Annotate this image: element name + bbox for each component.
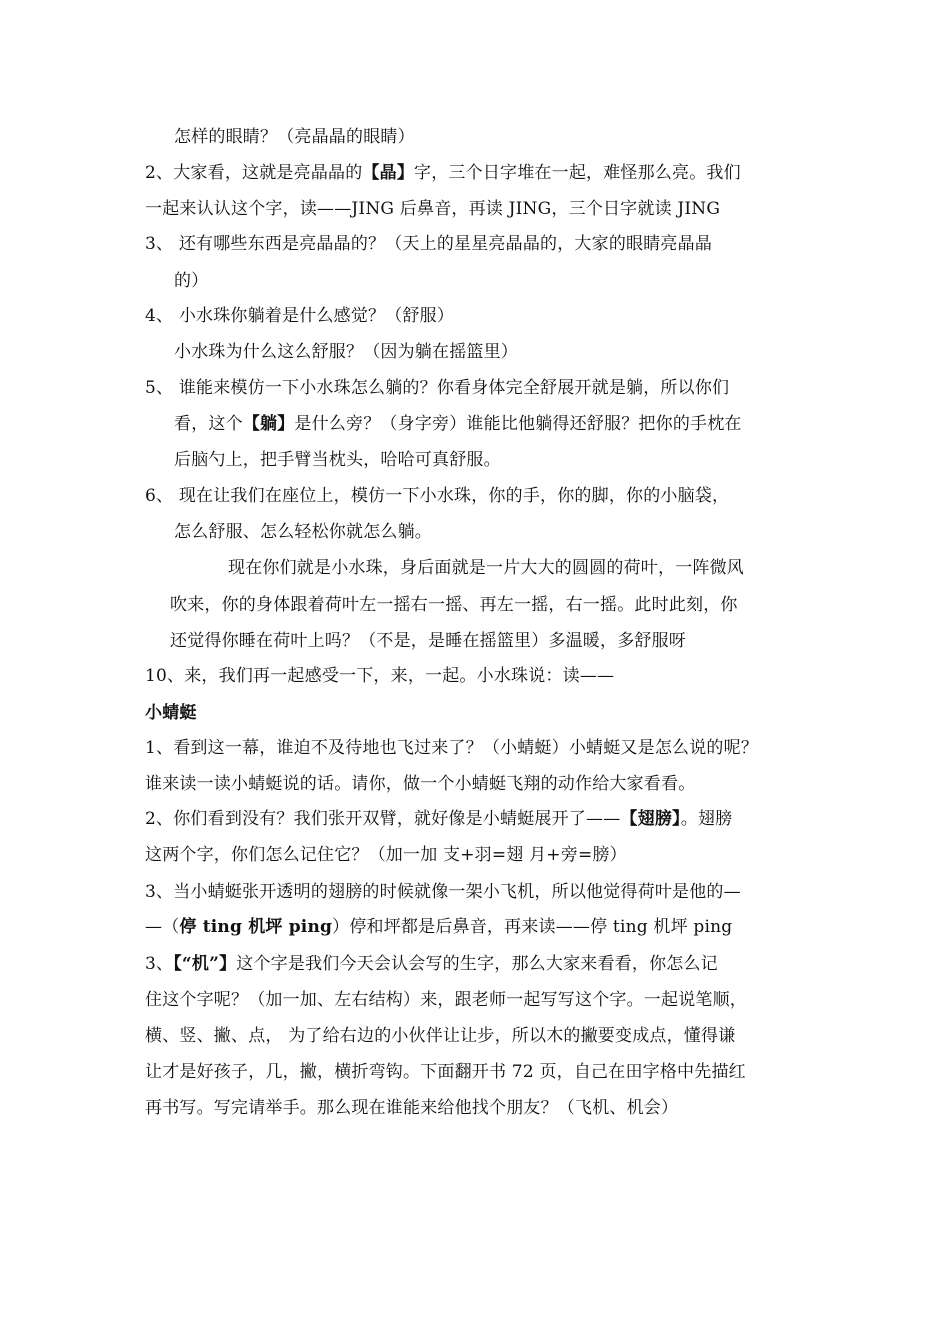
text-line: 5、 谁能来模仿一下小水珠怎么躺的？你看身体完全舒展开就是躺，所以你们 xyxy=(145,378,730,398)
text-line: 吹来，你的身体跟着荷叶左一摇右一摇、再左一摇，右一摇。此时此刻，你 xyxy=(170,595,738,615)
text-line: 3、【“机”】这个字是我们今天会认会写的生字，那么大家来看看，你怎么记 xyxy=(145,954,718,974)
bold-keyword: 停 ting 机坪 ping xyxy=(179,917,333,937)
text-line: —（停 ting 机坪 ping）停和坪都是后鼻音，再来读——停 ting 机坪 ping xyxy=(145,917,733,937)
text-line: 小水珠为什么这么舒服？（因为躺在摇篮里） xyxy=(174,342,518,362)
text-line: 看，这个【躺】是什么旁？（身字旁）谁能比他躺得还舒服？把你的手枕在 xyxy=(174,414,742,434)
text-line: 1、看到这一幕，谁迫不及待地也飞过来了？（小蜻蜓）小蜻蜓又是怎么说的呢？ xyxy=(145,738,759,758)
section-heading: 小蜻蜓 xyxy=(145,703,197,723)
text-line: 还觉得你睡在荷叶上吗？（不是，是睡在摇篮里）多温暖，多舒服呀 xyxy=(170,631,686,651)
text-line: 怎么舒服、怎么轻松你就怎么躺。 xyxy=(174,522,432,542)
text-line: 一起来认认这个字，读——JING 后鼻音，再读 JING，三个日字就读 JING xyxy=(145,199,721,219)
text-line: 再书写。写完请举手。那么现在谁能来给他找个朋友？（飞机、机会） xyxy=(145,1098,679,1118)
text-line: 这两个字，你们怎么记住它？（加一加 支+羽=翅 月+旁=膀） xyxy=(145,845,627,865)
text-line: 10、来，我们再一起感受一下，来，一起。小水珠说：读—— xyxy=(145,666,615,686)
bold-keyword: 【“机”】 xyxy=(173,954,237,974)
text-line: 3、 还有哪些东西是亮晶晶的？（天上的星星亮晶晶的，大家的眼睛亮晶晶 xyxy=(145,234,713,254)
text-line: 让才是好孩子，几，撇，横折弯钩。下面翻开书 72 页，自己在田字格中先描红 xyxy=(145,1062,746,1082)
text-line: 住这个字呢？（加一加、左右结构）来，跟老师一起写写这个字。一起说笔顺， xyxy=(145,990,747,1010)
text-line: 3、当小蜻蜓张开透明的翅膀的时候就像一架小飞机，所以他觉得荷叶是他的— xyxy=(145,882,741,902)
bold-keyword: 【翅膀】 xyxy=(620,809,681,829)
text-line: 6、 现在让我们在座位上，模仿一下小水珠，你的手，你的脚，你的小脑袋， xyxy=(145,486,730,506)
text-line: 怎样的眼睛？（亮晶晶的眼睛） xyxy=(174,127,415,147)
bold-keyword: 【躺】 xyxy=(242,414,295,434)
text-line: 2、大家看，这就是亮晶晶的【晶】字，三个日字堆在一起，难怪那么亮。我们 xyxy=(145,163,741,183)
text-line: 后脑勺上，把手臂当枕头，哈哈可真舒服。 xyxy=(174,450,501,470)
text-line: 的） xyxy=(174,271,209,291)
text-line: 横、竖、撇、点， 为了给右边的小伙伴让让步，所以木的撇要变成点，懂得谦 xyxy=(145,1026,736,1046)
text-line: 谁来读一读小蜻蜓说的话。请你，做一个小蜻蜓飞翔的动作给大家看看。 xyxy=(145,774,696,794)
text-line: 4、 小水珠你躺着是什么感觉？（舒服） xyxy=(145,306,455,326)
bold-keyword: 【晶】 xyxy=(362,163,415,183)
text-line: 2、你们看到没有？我们张开双臂，就好像是小蜻蜓展开了——【翅膀】。翅膀 xyxy=(145,809,733,829)
text-line: 现在你们就是小水珠，身后面就是一片大大的圆圆的荷叶，一阵微风 xyxy=(228,558,744,578)
